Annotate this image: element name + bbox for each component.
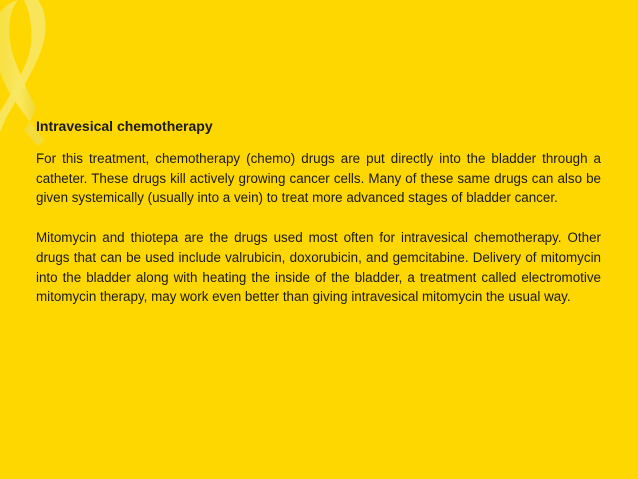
paragraph-drugs-used: Mitomycin and thiotepa are the drugs used most often for intravesical chemotherapy. Other drugs that can be used include valrubicin, doxorubicin, and gemcitabine. Delivery of mitomycin into the bladder along with heating the inside of the bladder, a treatment called electromotive mitomycin therapy, may work even better than giving intravesical mitomycin the usual way. xyxy=(36,230,601,305)
paragraph-treatment-description: For this treatment, chemotherapy (chemo) drugs are put directly into the bladder through a catheter. These drugs kill actively growing cancer cells. Many of these same drugs can also be given systemically (usually into a vein) to treat more advanced stages of bladder cancer. xyxy=(36,151,601,206)
slide-title: Intravesical chemotherapy xyxy=(36,118,213,134)
slide-content xyxy=(36,116,601,327)
